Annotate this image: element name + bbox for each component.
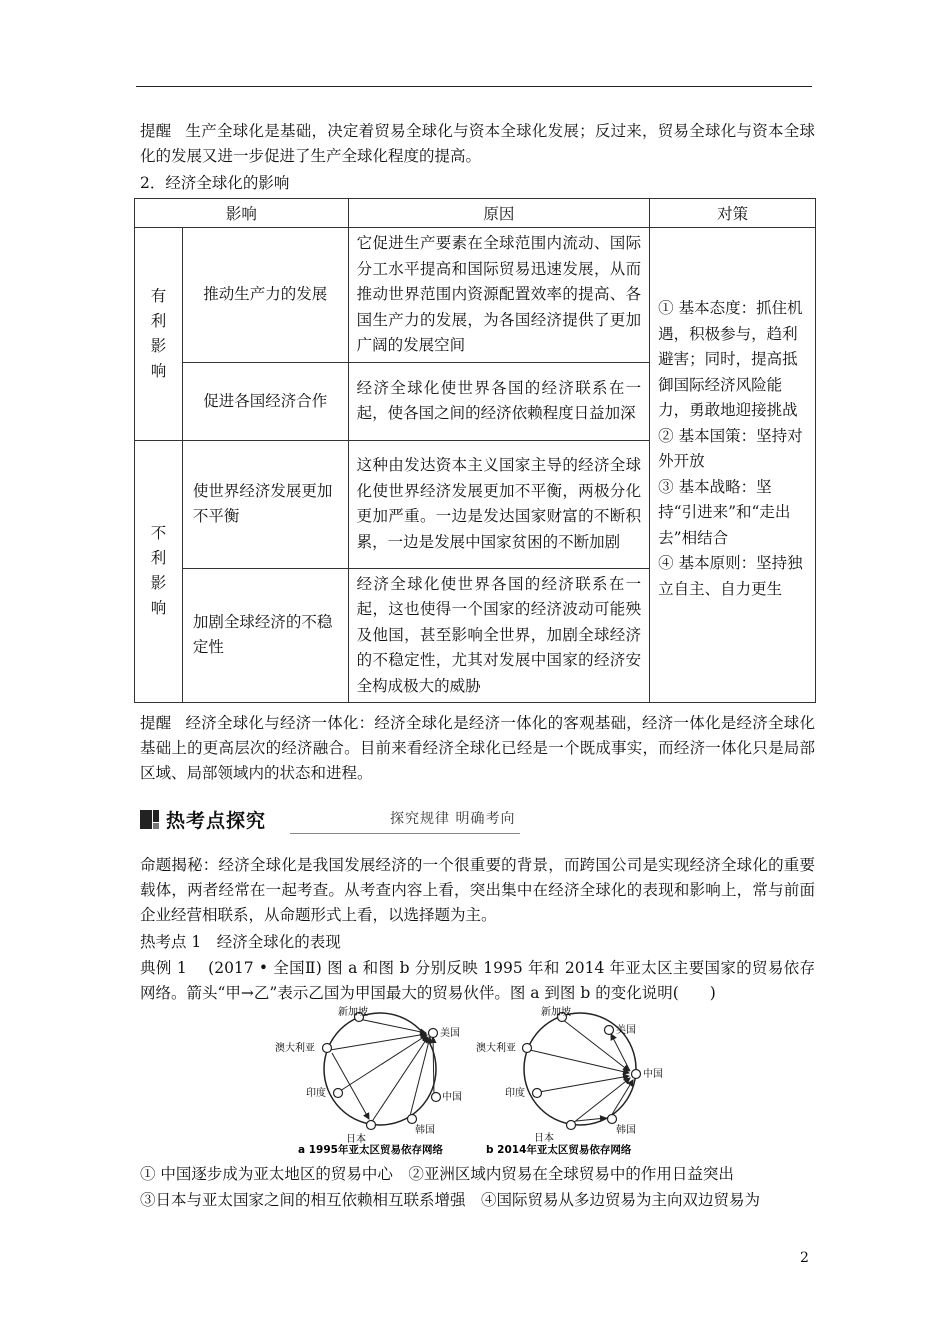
table-header-row [135, 199, 816, 228]
figure-caption-b: b 2014年亚太区贸易依存网络 [486, 1144, 632, 1156]
node-label: 新加坡 [338, 1007, 368, 1018]
proposition-paragraph: 命题揭秘：经济全球化是我国发展经济的一个很重要的背景，而跨国公司是实现经济全球化的重要载体，两者经常在一起考查。从考查内容上看，突出集中在经济全球化的表现和影响上，常与前面企业经营相联系，从命题形式上看，以选择题为主。 [140, 856, 815, 924]
reminder-label: 提醒 [140, 122, 172, 140]
reminder-label: 提醒 [140, 714, 172, 732]
network-diagram-b [476, 1005, 663, 1144]
effect-cell: 促进各国经济合作 [182, 362, 348, 440]
hot-point-heading: 热考点 1 经济全球化的表现 [140, 933, 341, 951]
reminder-text: 经济全球化与经济一体化：经济全球化是经济一体化的客观基础，经济一体化是经济全球化基础上的更高层次的经济融合。目前来看经济全球化已经是一个既成事实，而经济一体化只是局部区域、局部领域内的状态和进程。 [140, 714, 815, 782]
vert-char: 响 [150, 361, 167, 380]
reason-cell: 它促进生产要素在全球范围内流动、国际分工水平提高和国际贸易迅速发展，从而推动世界范围内资源配置效率的提高、各国生产力的发展，为各国经济提供了更加广阔的发展空间 [348, 228, 649, 363]
trade-network-svg [275, 1005, 680, 1156]
node-label: 中国 [442, 1092, 462, 1103]
trade-network-figure [275, 1005, 680, 1156]
answer-options-line-1: ① 中国逐步成为亚太地区的贸易中心 ②亚洲区域内贸易在全球贸易中的作用日益突出 [140, 1165, 734, 1183]
example-question: 典例 1 (2017 • 全国Ⅱ) 图 a 和图 b 分别反映 1995 年和 2014 年亚太区主要国家的贸易依存网络。箭头“甲→乙”表示乙国为甲国最大的贸易伙伴。图 a 到图 b 的变化说明( ) [140, 959, 815, 1002]
vert-char: 有 [150, 286, 167, 305]
vert-char: 不 [150, 524, 167, 543]
vert-char: 利 [150, 311, 167, 330]
vert-char: 利 [150, 549, 167, 568]
node-label: 澳大利亚 [476, 1043, 516, 1054]
reminder-paragraph-1 [140, 119, 815, 169]
node-label: 日本 [534, 1133, 554, 1144]
unfavorable-group-label [135, 440, 183, 703]
section-heading: 2．经济全球化的影响 [140, 174, 290, 192]
node-label: 澳大利亚 [275, 1043, 315, 1054]
reason-cell: 经济全球化使世界各国的经济联系在一起，这也使得一个国家的经济波动可能殃及他国，甚至影响全世界，加剧全球经济的不稳定性，尤其对发展中国家的经济安全构成极大的威胁 [348, 568, 649, 703]
table-row [135, 228, 816, 363]
measures-text: ① 基本态度：抓住机遇，积极参与，趋利避害；同时，提高抵御国际经济风险能力，勇敢地迎接挑战 ② 基本国策：坚持对外开放 ③ 基本战略：坚持“引进来”和“走出去”相结合 ④ 基本原则：坚持独立自主、自力更生 [658, 299, 803, 598]
section-underline [290, 833, 520, 834]
node-label: 中国 [643, 1069, 663, 1080]
node-label: 韩国 [616, 1125, 636, 1136]
reason-cell: 经济全球化使世界各国的经济联系在一起，使各国之间的经济依赖程度日益加深 [348, 362, 649, 440]
vert-char: 影 [150, 336, 167, 355]
favorable-group-label [135, 228, 183, 441]
reason-cell: 这种由发达资本主义国家主导的经济全球化使世界经济发展更加不平衡，两极分化更加严重。一边是发达国家财富的不断积累，一边是发展中国家贫困的不断加剧 [348, 440, 649, 568]
header-measures: 对策 [650, 199, 816, 228]
header-reason: 原因 [348, 199, 649, 228]
effect-cell: 推动生产力的发展 [182, 228, 348, 363]
node-label: 日本 [346, 1134, 366, 1145]
measures-cell [650, 228, 816, 703]
node-label: 美国 [616, 1025, 636, 1036]
vert-char: 响 [150, 599, 167, 618]
node-label: 韩国 [415, 1125, 435, 1136]
header-impact: 影响 [135, 199, 349, 228]
network-diagram-a [275, 1005, 462, 1145]
hot-topic-section-header [140, 806, 520, 836]
figure-caption-a: a 1995年亚太区贸易依存网络 [298, 1144, 443, 1156]
effect-cell: 使世界经济发展更加不平衡 [182, 440, 348, 568]
vert-char: 影 [150, 574, 167, 593]
effect-cell: 加剧全球经济的不稳定性 [182, 568, 348, 703]
section-subtitle: 探究规律 明确考向 [390, 811, 516, 827]
section-block-icon [140, 810, 159, 829]
answer-options-line-2: ③日本与亚太国家之间的相互依赖相互联系增强 ④国际贸易从多边贸易为主向双边贸易为 [140, 1191, 761, 1209]
node-label: 新加坡 [541, 1007, 571, 1018]
reminder-text: 生产全球化是基础，决定着贸易全球化与资本全球化发展；反过来，贸易全球化与资本全球化的发展又进一步促进了生产全球化程度的提高。 [140, 122, 815, 165]
section-title: 热考点探究 [166, 810, 267, 832]
page-number: 2 [800, 1250, 809, 1266]
node-label: 印度 [505, 1088, 525, 1099]
node-label: 印度 [306, 1088, 326, 1099]
globalization-impact-table [134, 198, 816, 703]
reminder-paragraph-2 [140, 711, 815, 786]
header-rule [136, 86, 812, 87]
node-label: 美国 [440, 1028, 460, 1039]
